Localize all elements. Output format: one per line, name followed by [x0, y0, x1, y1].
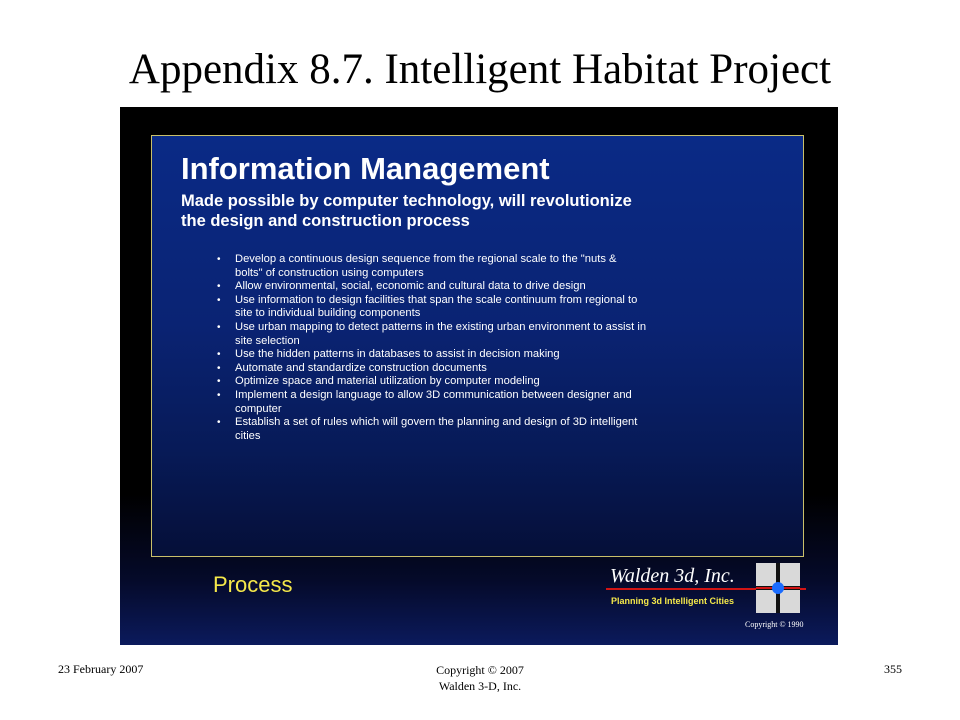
page-title: Appendix 8.7. Intelligent Habitat Project: [128, 46, 832, 93]
bullet-icon: •: [217, 321, 221, 333]
bullet-text: Allow environmental, social, economic and cultural data to drive design: [235, 280, 586, 293]
bullet-icon: •: [217, 389, 221, 401]
bullet-text: Use the hidden patterns in databases to assist in decision making: [235, 348, 560, 361]
list-item: [217, 416, 647, 443]
footer-date: 23 February 2007: [58, 662, 144, 676]
footer-copyright-line1: Copyright © 2007: [436, 663, 524, 677]
bullet-text: Develop a continuous design sequence from the regional scale to the "nuts & bolts" of construction using computers: [235, 253, 617, 279]
list-item: [217, 348, 647, 362]
bullet-list: [217, 253, 647, 443]
list-item: [217, 362, 647, 376]
bullet-icon: •: [217, 281, 221, 293]
list-item: [217, 253, 647, 280]
list-item: [217, 321, 647, 348]
bullet-text: Establish a set of rules which will govern the planning and design of 3D intelligent cities: [235, 416, 638, 442]
bullet-text: Optimize space and material utilization by computer modeling: [235, 375, 540, 388]
footer-page-number: 355: [884, 662, 902, 676]
list-item: [217, 375, 647, 389]
bullet-text: Implement a design language to allow 3D communication between designer and computer: [235, 388, 632, 415]
bullet-text: Use urban mapping to detect patterns in the existing urban environment to assist in site selection: [235, 320, 647, 347]
slide-copyright: Copyright © 1990: [745, 620, 804, 629]
slide-subheading: Made possible by computer technology, will revolutionize the design and construction process: [181, 192, 632, 230]
footer-copyright: [380, 662, 580, 694]
slide-heading: Information Management: [181, 151, 550, 186]
walden-logo-icon: [756, 563, 800, 613]
bullet-icon: •: [217, 376, 221, 388]
process-label: Process: [213, 572, 293, 597]
list-item: [217, 280, 647, 294]
list-item: [217, 294, 647, 321]
bullet-icon: •: [217, 254, 221, 265]
company-tagline: Planning 3d Intelligent Cities: [611, 596, 735, 606]
bullet-text: Use information to design facilities that span the scale continuum from regional to site to individual building components: [235, 293, 638, 320]
company-name: Walden 3d, Inc.: [610, 565, 735, 587]
slide: [120, 107, 838, 645]
bullet-text: Automate and standardize construction documents: [235, 361, 487, 374]
bullet-icon: •: [217, 349, 221, 361]
bullet-icon: •: [217, 294, 221, 306]
list-item: [217, 389, 647, 416]
bullet-icon: •: [217, 417, 221, 429]
bullet-icon: •: [217, 362, 221, 374]
footer-copyright-line2: Walden 3-D, Inc.: [438, 679, 522, 693]
